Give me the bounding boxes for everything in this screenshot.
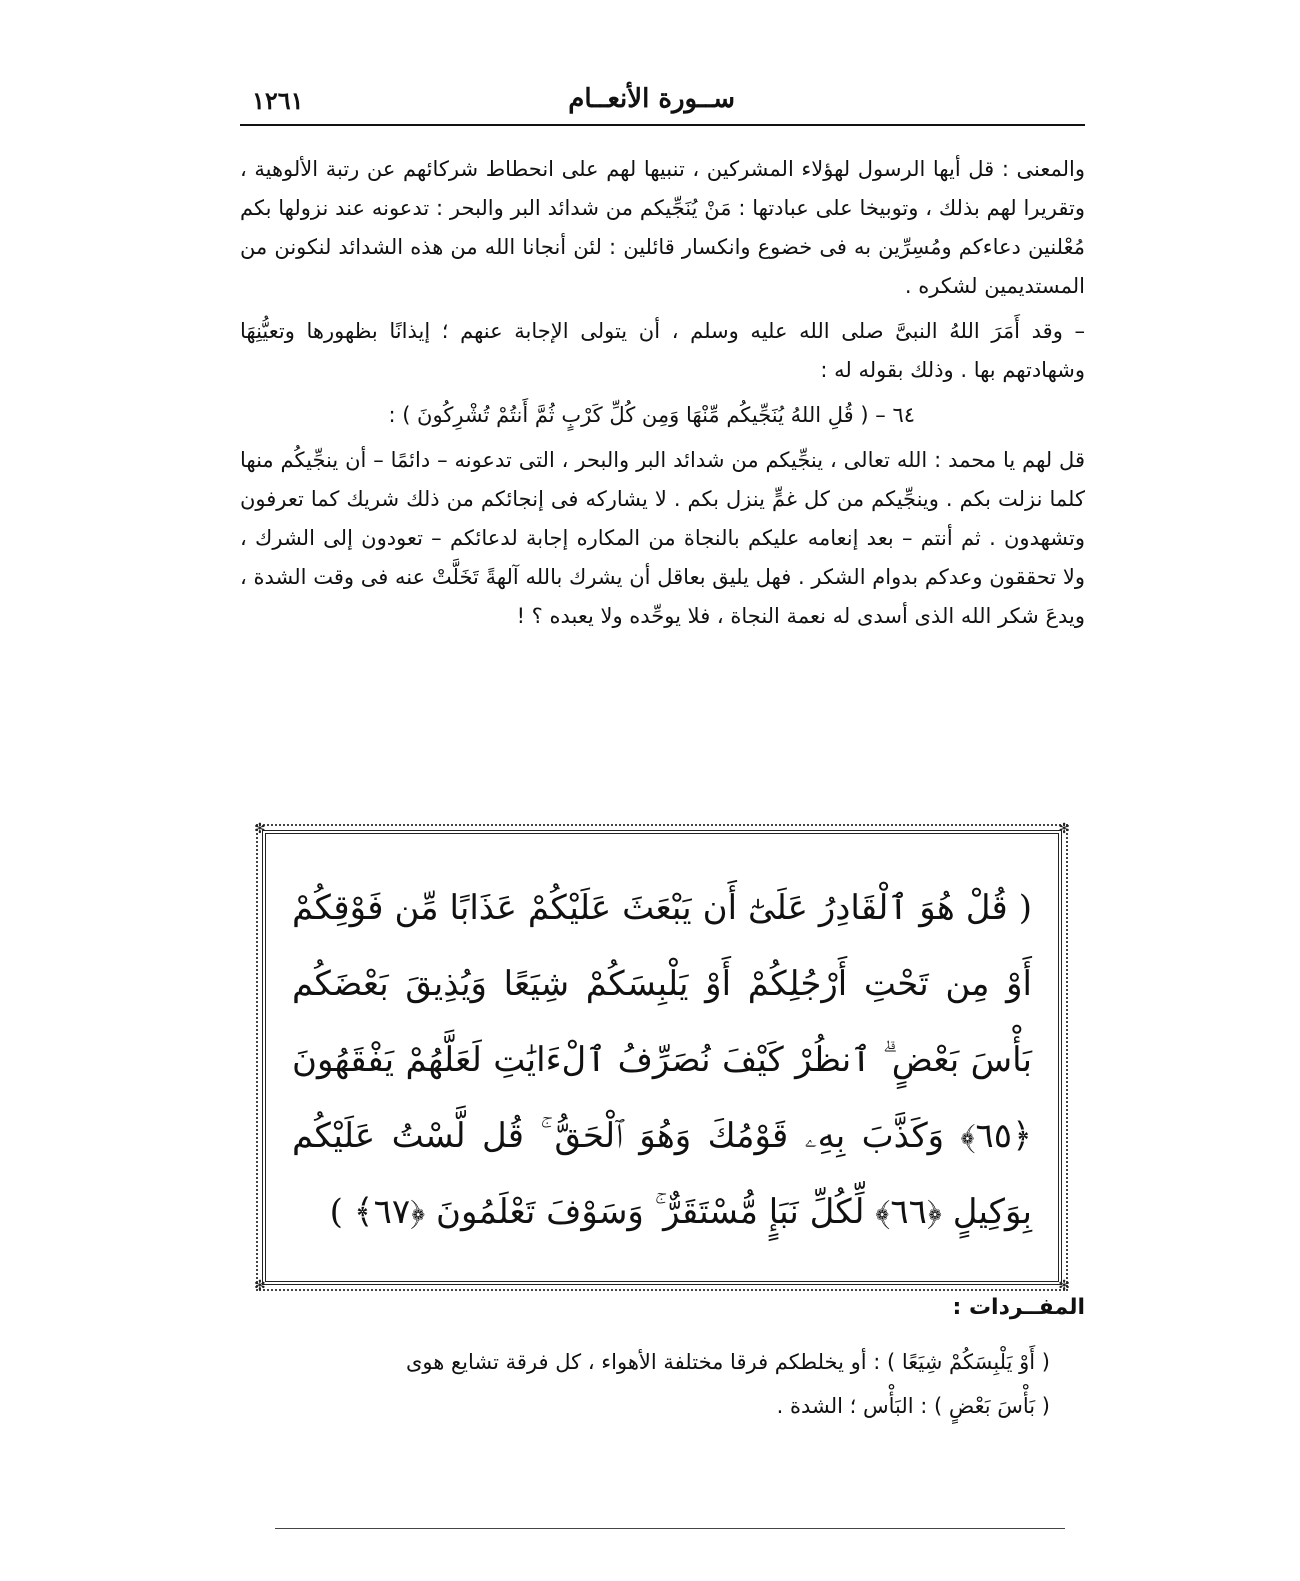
- footer-divider: [275, 1528, 1065, 1529]
- commentary-paragraph: قل لهم يا محمد : الله تعالى ، ينجِّيكم من شدائد البر والبحر ، التى تدعونه – دائمًا – أن ينجِّيكُم منها كلما نزلت بكم . وينجِّيكم من كل غمٍّ ينزل بكم . لا يشاركه فى إنجائكم من ذلك شريك كما تعرفون وتشهدون . ثم أنتم – بعد إنعامه عليكم بالنجاة من المكاره إجابة لدعائكم – تعودون إلى الشرك ، ولا تحققون وعدكم بدوام الشكر . فهل يليق بعاقل أن يشرك بالله آلهةً تَخَلَّتْ عنه فى وقت الشدة ، ويدعَ شكر الله الذى أسدى له نعمة النجاة ، فلا يوحِّده ولا يعبده ؟ !: [240, 448, 1085, 628]
- vocabulary-heading: المفــردات :: [952, 1295, 1085, 1320]
- commentary-paragraph: والمعنى : قل أيها الرسول لهؤلاء المشركين ، تنبيها لهم على انحطاط شركائهم عن رتبة الألوهية ، وتقريرا لهم بذلك ، وتوبيخا على عبادتها : مَنْ يُنَجِّيكم من شدائد البر والبحر : تدعونه عند نزولها بكم مُعْلنين دعاءكم ومُسِرِّين به فى خضوع وانكسار قائلين : لئن أنجانا الله من هذه الشدائد لنكونن من المستديمين لشكره .: [240, 157, 1085, 298]
- surah-title: ســورة الأنعــام: [568, 84, 735, 114]
- frame-ornament-icon: ✻: [254, 821, 266, 837]
- page-number: ١٢٦١: [252, 86, 304, 115]
- vocabulary-entry: ( أَوْ يَلْبِسَكُمْ شِيَعًا ) : أو يخلطكم فرقا مختلفة الأهواء ، كل فرقة تشايع هوى: [405, 1350, 1050, 1374]
- commentary-text: [240, 150, 1085, 642]
- vocabulary-entry: ( بَأْسَ بَعْضٍ ) : البَأْس ؛ الشدة .: [776, 1394, 1050, 1418]
- quran-verses-65-67: ( قُلْ هُوَ ٱلْقَادِرُ عَلَىٰٓ أَن يَبْعَثَ عَلَيْكُمْ عَذَابًا مِّن فَوْقِكُمْ أَوْ مِن تَحْتِ أَرْجُلِكُمْ أَوْ يَلْبِسَكُمْ شِيَعًا وَيُذِيقَ بَعْضَكُم بَأْسَ بَعْضٍ ۗ ٱنظُرْ كَيْفَ نُصَرِّفُ ٱلْءَايَٰتِ لَعَلَّهُمْ يَفْقَهُونَ ﴿٦٥﴾ وَكَذَّبَ بِهِۦ قَوْمُكَ وَهُوَ ٱلْحَقُّ ۚ قُل لَّسْتُ عَلَيْكُم بِوَكِيلٍ ﴿٦٦﴾ لِّكُلِّ نَبَإٍ مُّسْتَقَرٌّ ۚ وَسَوْفَ تَعْلَمُونَ ﴿٦٧﴾ ): [292, 888, 1032, 1232]
- frame-ornament-icon: ✻: [1058, 821, 1070, 837]
- running-header: [240, 80, 1085, 126]
- verse-64-heading: ٦٤ – ( قُلِ اللهُ يُنَجِّيكُم مِّنْهَا وَمِن كُلِّ كَرْبٍ ثُمَّ أَنتُمْ تُشْرِكُونَ ) :: [388, 403, 915, 427]
- frame-ornament-icon: ✻: [254, 1278, 266, 1294]
- quran-verse-frame: [254, 821, 1070, 1294]
- commentary-paragraph: – وقد أَمَرَ اللهُ النبىَّ صلى الله عليه وسلم ، أن يتولى الإجابة عنهم ؛ إيذانًا بظهورها وتعيُّنِهَا وشهادتهم بها . وذلك بقوله له :: [240, 319, 1085, 382]
- frame-ornament-icon: ✻: [1058, 1278, 1070, 1294]
- vocabulary-list: [270, 1340, 1050, 1428]
